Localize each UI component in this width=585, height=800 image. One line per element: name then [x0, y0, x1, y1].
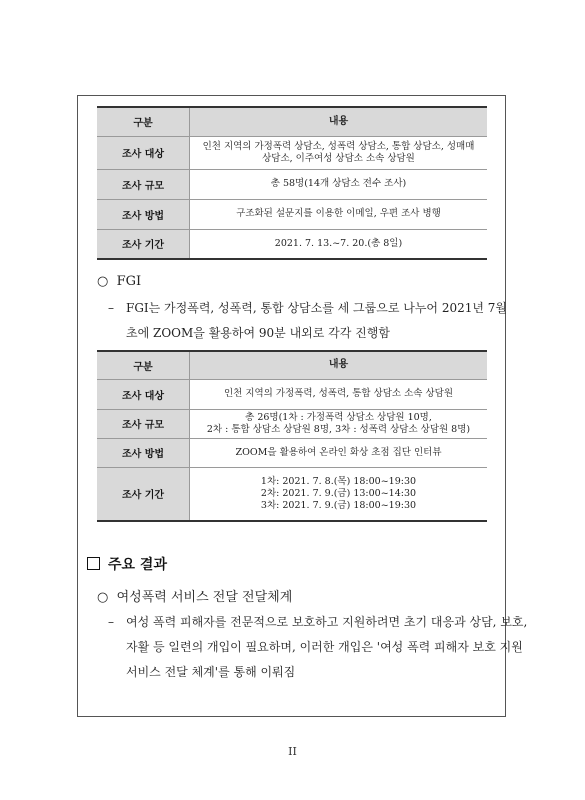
survey-method-table [97, 106, 487, 260]
page-number: II [288, 745, 297, 758]
row-label: 조사 방법 [97, 199, 190, 229]
circle-bullet-icon: ○ [97, 590, 109, 605]
circle-bullet-icon: ○ [97, 274, 109, 289]
fgi-table [97, 350, 487, 522]
row-value: 구조화된 설문지를 이용한 이메일, 우편 조사 병행 [190, 199, 488, 229]
row-value: 1차: 2021. 7. 8.(목) 18:00~19:30 2차: 2021. 7. 9.(금) 13:00~14:30 3차: 2021. 7. 9.(금) 18:00~19:30 [190, 467, 488, 521]
row-value: 인천 지역의 가정폭력, 성폭력, 통합 상담소 소속 상담원 [190, 379, 488, 409]
row-label: 조사 방법 [97, 438, 190, 467]
square-bullet-icon [87, 557, 100, 570]
row-value: 2021. 7. 13.~7. 20.(총 8일) [190, 229, 488, 259]
results-paragraph: – 여성 폭력 피해자를 전문적으로 보호하고 지원하려면 초기 대응과 상담, 보호, 자활 등 일련의 개입이 필요하며, 이러한 개입은 '여성 폭력 피해자 보호 지원 서비스 전달 체계'를 통해 이뤄짐 [108, 610, 503, 685]
subsection-heading [97, 586, 292, 605]
row-label: 조사 대상 [97, 379, 190, 409]
header-category: 구분 [97, 107, 190, 136]
row-label: 조사 대상 [97, 136, 190, 169]
row-value: 총 26명(1차 : 가정폭력 상담소 상담원 10명, 2차 : 통합 상담소 상담원 8명, 3차 : 성폭력 상담소 상담원 8명) [190, 409, 488, 438]
row-label: 조사 규모 [97, 409, 190, 438]
header-content: 내용 [190, 351, 488, 379]
row-value: ZOOM을 활용하여 온라인 화상 초점 집단 인터뷰 [190, 438, 488, 467]
section-heading: 주요 결과 [87, 554, 167, 574]
row-label: 조사 기간 [97, 229, 190, 259]
header-category: 구분 [97, 351, 190, 379]
row-value: 총 58명(14개 상담소 전수 조사) [190, 169, 488, 199]
row-label: 조사 기간 [97, 467, 190, 521]
fgi-title: FGI [116, 274, 142, 289]
fgi-heading [97, 274, 141, 289]
row-label: 조사 규모 [97, 169, 190, 199]
row-value: 인천 지역의 가정폭력 상담소, 성폭력 상담소, 통합 상담소, 성매매 상담소, 이주여성 상담소 소속 상담원 [190, 136, 488, 169]
dash-bullet-icon: – [108, 301, 114, 315]
fgi-description: – FGI는 가정폭력, 성폭력, 통합 상담소를 세 그룹으로 나누어 2021년 7월 초에 ZOOM을 활용하여 90분 내외로 각각 진행함 [108, 296, 503, 346]
dash-bullet-icon: – [108, 615, 114, 629]
subsection-title: 여성폭력 서비스 전달 전달체계 [116, 590, 293, 605]
header-content: 내용 [190, 107, 488, 136]
